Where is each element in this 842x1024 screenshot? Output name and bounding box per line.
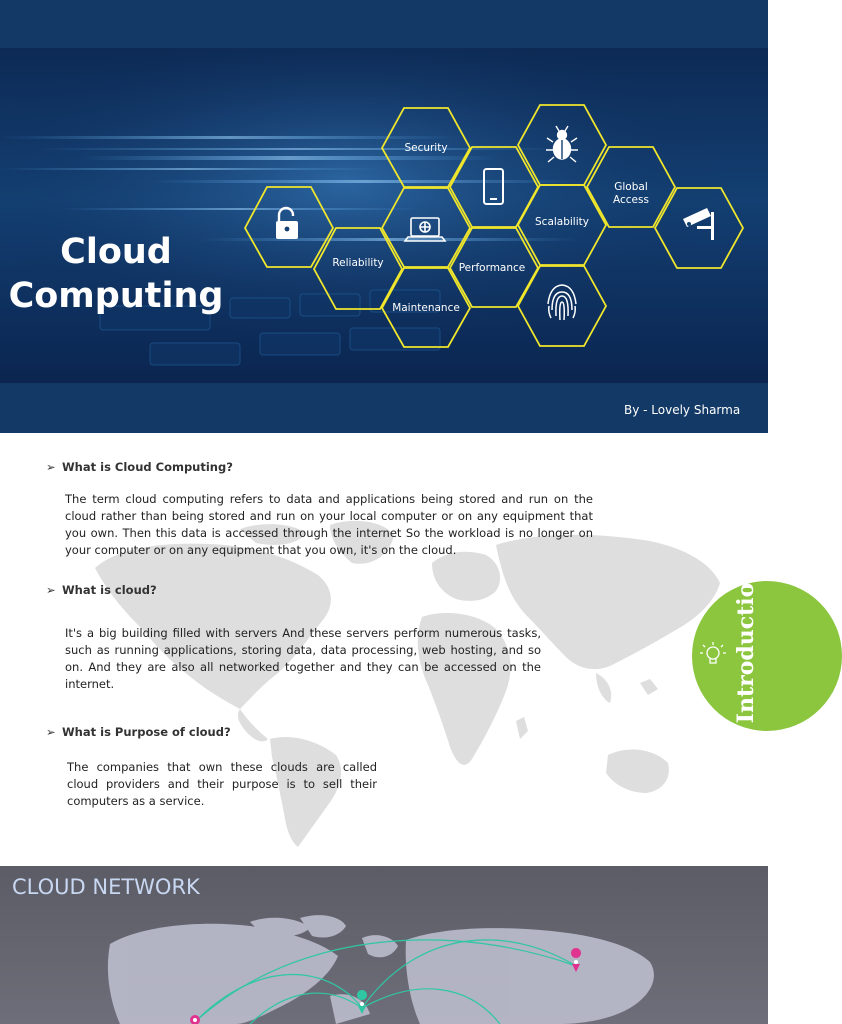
question-text: What is cloud? <box>62 583 157 597</box>
label-global-access-line-2: Access <box>613 194 649 206</box>
bullet-arrow-icon: ➢ <box>46 725 56 739</box>
question-purpose-of-cloud <box>46 725 231 739</box>
title-slide <box>0 0 768 433</box>
cloud-network-title: CLOUD NETWORK <box>12 875 200 899</box>
answer-what-is-cloud-computing: The term cloud computing refers to data and applications being stored and run on the cloud rather than being stored and run on your local computer or on any equipment that you own. Then this data is accessed through the internet So the workload is no longer on your computer or on any equipment that you own, it's on the cloud. <box>65 492 593 557</box>
answer-purpose-of-cloud: The companies that own these clouds are called cloud providers and their purpose is to sell their computers as a service. <box>67 760 377 808</box>
title-line-2: Computing <box>8 276 224 316</box>
question-what-is-cloud-computing <box>46 460 233 474</box>
slide-title <box>6 230 226 318</box>
bullet-arrow-icon: ➢ <box>46 460 56 474</box>
answer-what-is-cloud: It's a big building filled with servers And these servers perform numerous tasks, such as running applications, storing data, data processing, web hosting, and so on. And they are also all networked together and they can be accessed on the internet. <box>65 626 541 691</box>
banner-art <box>0 48 768 383</box>
label-reliability: Reliability <box>332 257 384 269</box>
title-line-1: Cloud <box>60 232 172 272</box>
label-maintenance: Maintenance <box>392 302 460 314</box>
label-global-access <box>593 181 669 207</box>
introduction-slide <box>0 433 768 866</box>
introduction-label <box>731 583 761 723</box>
label-security: Security <box>404 142 448 154</box>
question-what-is-cloud <box>46 583 157 597</box>
bullet-arrow-icon: ➢ <box>46 583 56 597</box>
author-credit: By - Lovely Sharma <box>624 403 741 417</box>
laptop-icon <box>405 218 445 241</box>
label-global-access-line-1: Global <box>614 181 648 193</box>
introduction-label-text: Introductio <box>733 582 759 724</box>
network-world-map <box>108 915 654 1024</box>
question-text: What is Purpose of cloud? <box>62 725 231 739</box>
title-banner <box>0 48 768 417</box>
lightbulb-icon <box>698 640 728 670</box>
label-performance: Performance <box>458 262 526 274</box>
cloud-network-slide <box>0 866 768 1024</box>
label-scalability: Scalability <box>535 216 589 228</box>
question-text: What is Cloud Computing? <box>62 460 233 474</box>
